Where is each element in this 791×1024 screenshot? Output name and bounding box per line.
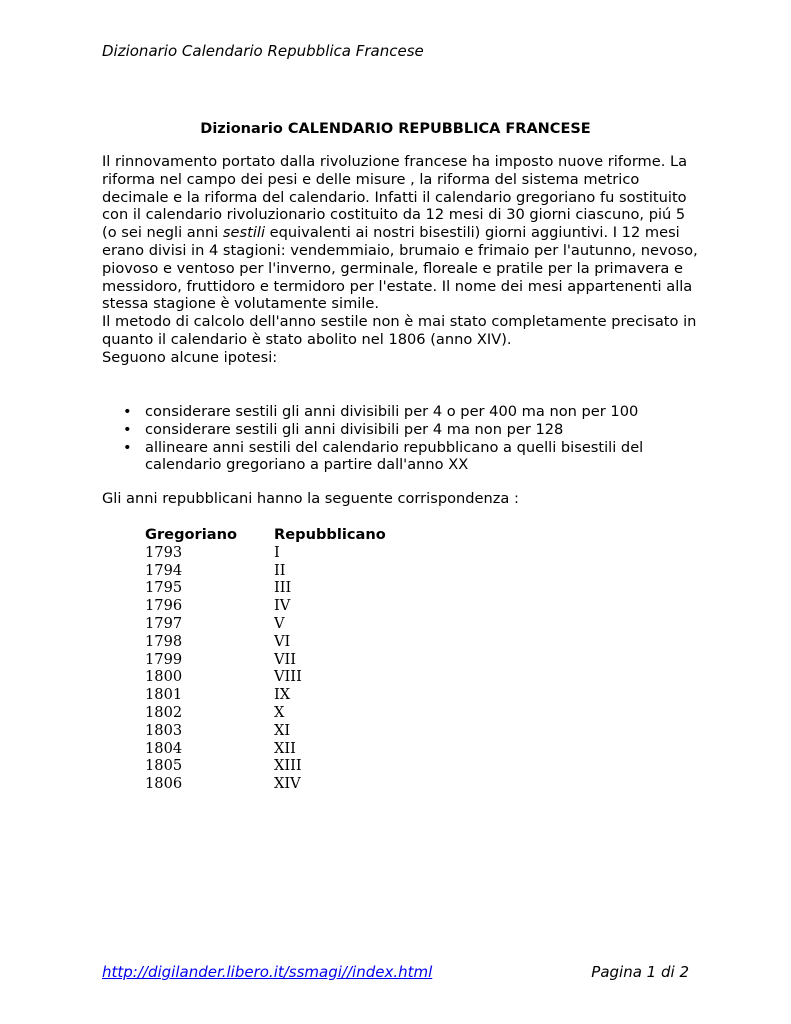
republican-year: VI (274, 632, 291, 650)
intro-paragraph (102, 153, 702, 313)
table-row (145, 615, 386, 633)
table-row (145, 740, 386, 758)
bullet-icon: • (123, 403, 132, 420)
year-correspondence-table (145, 526, 386, 793)
table-row (145, 686, 386, 704)
republican-year: IX (274, 686, 291, 704)
header-repubblicano: Repubblicano (274, 526, 386, 543)
intro-text-end: equivalenti ai nostri bisestili) giorni aggiuntivi. I 12 mesi erano divisi in 4 stagioni: vendemmiaio, brumaio e frimaio per l'autunno, nevoso, piovoso e ventoso per l'inverno, germinale, floreale e pratile per la primavera e messidoro, fruttidoro e termidoro per l'estate. Il nome dei mesi appartenenti alla stessa stagione è volutamente simile. (102, 224, 698, 313)
gregorian-year: 1806 (145, 775, 183, 793)
document-title: Dizionario CALENDARIO REPUBBLICA FRANCESE (200, 121, 591, 137)
body-text (102, 153, 702, 367)
gregorian-year: 1804 (145, 739, 183, 757)
table-row (145, 668, 386, 686)
table-row (145, 757, 386, 775)
page-header: Dizionario Calendario Repubblica Francese (102, 42, 424, 60)
list-item-text: allineare anni sestili del calendario repubblicano a quelli bisestili del calendario gregoriano a partire dall'anno XX (145, 438, 644, 474)
gregorian-year: 1793 (145, 543, 183, 561)
table-row (145, 544, 386, 562)
republican-year: VIII (274, 668, 302, 686)
hypotheses-list (102, 403, 702, 474)
table-row (145, 704, 386, 722)
method-paragraph: Il metodo di calcolo dell'anno sestile non è mai stato completamente precisato in quanto il calendario è stato abolito nel 1806 (anno XIV). (102, 313, 697, 348)
gregorian-year: 1795 (145, 579, 183, 597)
bullet-icon: • (123, 420, 132, 438)
header-gregoriano: Gregoriano (145, 526, 238, 543)
list-item (102, 439, 702, 475)
gregorian-year: 1799 (145, 650, 183, 668)
republican-year: IV (274, 597, 291, 615)
gregorian-year: 1805 (145, 757, 183, 775)
table-row (145, 651, 386, 669)
gregorian-year: 1800 (145, 668, 183, 686)
emphasis-sestili: sestili (222, 224, 265, 242)
republican-year: I (274, 543, 280, 561)
republican-year: XI (274, 721, 291, 739)
republican-year: V (274, 614, 285, 632)
gregorian-year: 1794 (145, 561, 183, 579)
hypotheses-intro: Seguono alcune ipotesi: (102, 348, 278, 366)
table-row (145, 722, 386, 740)
intro-text-start: Il rinnovamento portato dalla rivoluzione francese ha imposto nuove riforme. La riforma nel campo dei pesi e delle misure , la riforma del sistema metrico decimale e la riforma del calendario. Infatti il calendario gregoriano fu sostituito con il calendario rivoluzionario costituito da 12 mesi di 30 giorni ciascuno, piú 5 (o sei negli anni (102, 153, 688, 242)
list-item (102, 421, 702, 439)
gregorian-year: 1802 (145, 703, 183, 721)
gregorian-year: 1796 (145, 597, 183, 615)
gregorian-year: 1797 (145, 614, 183, 632)
table-row (145, 579, 386, 597)
correspondence-intro: Gli anni repubblicani hanno la seguente corrispondenza : (102, 490, 519, 507)
republican-year: XII (274, 739, 296, 757)
gregorian-year: 1801 (145, 686, 183, 704)
republican-year: XIV (274, 775, 301, 793)
page-number: Pagina 1 di 2 (591, 963, 689, 981)
republican-year: VII (274, 650, 297, 668)
list-item-text: considerare sestili gli anni divisibili per 4 o per 400 ma non per 100 (145, 403, 639, 420)
footer-link[interactable]: http://digilander.libero.it/ssmagi//index.html (102, 963, 433, 981)
republican-year: XIII (274, 757, 302, 775)
list-item-text: considerare sestili gli anni divisibili per 4 ma non per 128 (145, 420, 564, 438)
gregorian-year: 1798 (145, 632, 183, 650)
table-header-row (145, 526, 386, 544)
table-row (145, 775, 386, 793)
table-row (145, 562, 386, 580)
republican-year: X (274, 703, 285, 721)
republican-year: III (274, 579, 292, 597)
gregorian-year: 1803 (145, 721, 183, 739)
bullet-icon: • (123, 438, 132, 456)
table-row (145, 597, 386, 615)
republican-year: II (274, 561, 286, 579)
list-item (102, 403, 702, 421)
table-row (145, 633, 386, 651)
